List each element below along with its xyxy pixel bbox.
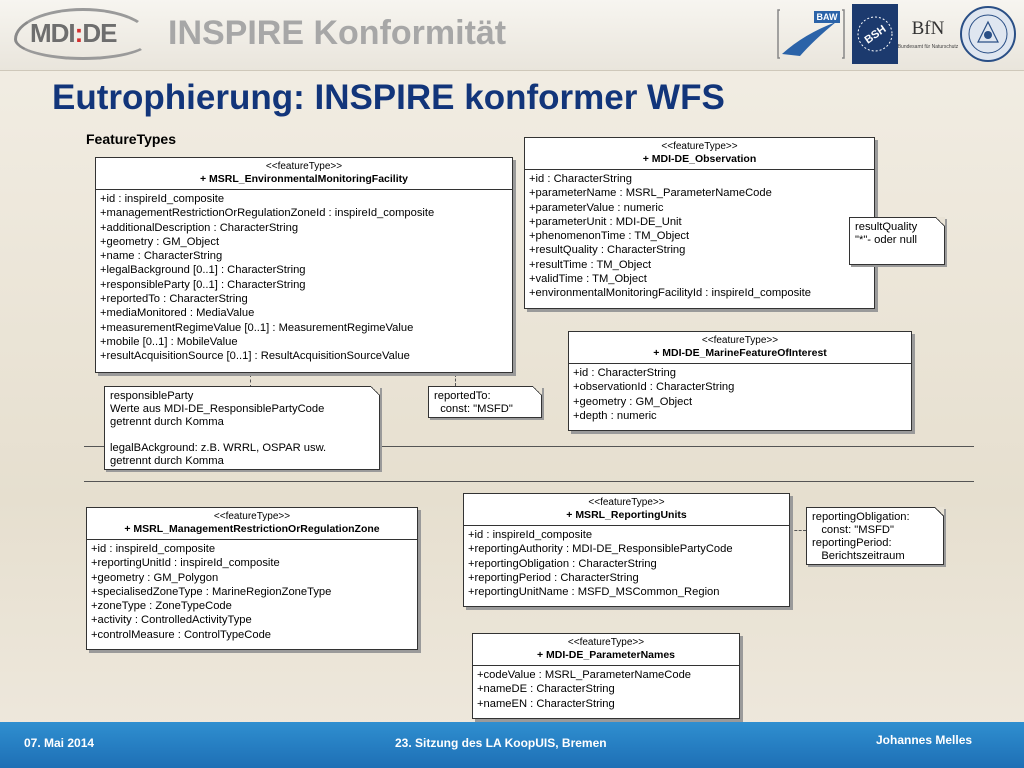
stereotype-label: <<featureType>> bbox=[588, 497, 665, 508]
attribute: +phenomenonTime : TM_Object bbox=[529, 230, 690, 243]
attribute: +depth : numeric bbox=[573, 409, 657, 422]
attribute-list bbox=[569, 364, 911, 425]
attribute: +observationId : CharacterString bbox=[573, 381, 735, 394]
attribute: +id : inspireId_composite bbox=[91, 543, 216, 555]
attribute-list bbox=[96, 190, 512, 366]
attribute: +id : inspireId_composite bbox=[468, 529, 593, 541]
attribute: +managementRestrictionOrRegulationZoneId : inspireId_composite bbox=[100, 207, 435, 220]
attribute: +id : CharacterString bbox=[529, 173, 632, 185]
attribute: +codeValue : MSRL_ParameterNameCode bbox=[477, 669, 692, 681]
class-observation bbox=[524, 137, 875, 309]
university-seal bbox=[958, 4, 1018, 64]
bfn-logo-text: BfN bbox=[911, 18, 945, 39]
note-reported-to bbox=[428, 386, 542, 418]
attribute: +measurementRegimeValue [0..1] : MeasurementRegimeValue bbox=[100, 321, 414, 334]
attribute-list bbox=[525, 170, 874, 303]
note-reporting-obligation bbox=[806, 507, 944, 565]
mdi-de-logo-text: MDI:DE bbox=[30, 18, 117, 48]
class-header bbox=[87, 508, 417, 540]
footer-author: Johannes Melles bbox=[876, 733, 973, 747]
attribute: +environmentalMonitoringFacilityId : inspireId_composite bbox=[529, 287, 811, 300]
attribute: +additionalDescription : CharacterString bbox=[100, 221, 299, 234]
separator-line-2 bbox=[84, 481, 974, 482]
footer-event: 23. Sitzung des LA KoopUIS, Bremen bbox=[395, 736, 607, 750]
attribute: +nameEN : CharacterString bbox=[477, 697, 615, 710]
attribute: +resultTime : TM_Object bbox=[529, 258, 652, 271]
class-marine-feature-of-interest bbox=[568, 331, 912, 431]
note-line: responsibleParty bbox=[110, 390, 194, 402]
stereotype-label: <<featureType>> bbox=[701, 335, 779, 346]
note-responsible-party bbox=[104, 386, 380, 470]
note-line: reportingObligation: bbox=[812, 511, 910, 523]
attribute: +geometry : GM_Object bbox=[100, 235, 220, 248]
note-line: Werte aus MDI-DE_ResponsiblePartyCode bbox=[110, 403, 325, 415]
page-title: Eutrophierung: INSPIRE konformer WFS bbox=[52, 78, 725, 117]
attribute: +id : CharacterString bbox=[573, 367, 676, 379]
baw-logo bbox=[774, 4, 848, 64]
attribute: +nameDE : CharacterString bbox=[477, 683, 615, 696]
class-name: + MDI-DE_MarineFeatureOfInterest bbox=[653, 347, 827, 359]
baw-logo-text: BAW bbox=[816, 12, 838, 22]
note-result-quality bbox=[849, 217, 945, 265]
bsh-logo bbox=[852, 4, 898, 64]
attribute: +reportingAuthority : MDI-DE_ResponsiblePartyCode bbox=[468, 543, 733, 556]
connector-line bbox=[790, 530, 806, 532]
attribute: +resultAcquisitionSource [0..1] : ResultAcquisitionSourceValue bbox=[100, 350, 410, 363]
attribute: +reportingUnitName : MSFD_MSCommon_Region bbox=[468, 586, 720, 599]
bfn-logo bbox=[897, 4, 959, 64]
attribute: +parameterValue : numeric bbox=[529, 201, 664, 214]
class-name: + MSRL_EnvironmentalMonitoringFacility bbox=[200, 173, 408, 185]
class-parameter-names bbox=[472, 633, 740, 719]
footer-date: 07. Mai 2014 bbox=[24, 736, 95, 750]
class-name: + MDI-DE_ParameterNames bbox=[536, 649, 676, 661]
section-title: INSPIRE Konformität bbox=[168, 14, 507, 52]
attribute: +parameterName : MSRL_ParameterNameCode bbox=[529, 187, 772, 200]
attribute: +reportedTo : CharacterString bbox=[100, 293, 248, 306]
class-header bbox=[569, 332, 911, 364]
note-line: "*"- oder null bbox=[855, 234, 918, 246]
class-name: + MSRL_ReportingUnits bbox=[566, 509, 687, 521]
attribute-list bbox=[464, 526, 789, 601]
footer-bar bbox=[0, 722, 1024, 768]
stereotype-label: <<featureType>> bbox=[213, 511, 291, 522]
attribute: +mediaMonitored : MediaValue bbox=[100, 307, 255, 320]
note-line: getrennt durch Komma bbox=[110, 416, 224, 428]
note-line: getrennt durch Komma bbox=[110, 455, 224, 467]
attribute-list bbox=[473, 666, 739, 713]
stereotype-label: <<featureType>> bbox=[567, 637, 645, 648]
attribute: +resultQuality : CharacterString bbox=[529, 244, 686, 257]
class-header bbox=[525, 138, 874, 170]
attribute: +zoneType : ZoneTypeCode bbox=[91, 600, 232, 613]
note-line: Berichtszeitraum bbox=[812, 550, 905, 562]
class-header bbox=[464, 494, 789, 526]
stereotype-label: <<featureType>> bbox=[265, 161, 343, 172]
attribute: +parameterUnit : MDI-DE_Unit bbox=[529, 215, 682, 228]
note-line: reportingPeriod: bbox=[812, 537, 892, 549]
attribute: +responsibleParty [0..1] : CharacterString bbox=[100, 278, 306, 291]
note-line: legalBAckground: z.B. WRRL, OSPAR usw. bbox=[110, 442, 327, 454]
class-reporting-units bbox=[463, 493, 790, 607]
attribute: +specialisedZoneType : MarineRegionZoneType bbox=[91, 585, 332, 598]
attribute: +controlMeasure : ControlTypeCode bbox=[91, 628, 272, 641]
diagram-label: FeatureTypes bbox=[86, 131, 176, 147]
bsh-logo-text: BSH bbox=[862, 23, 889, 47]
header-bar bbox=[0, 0, 1024, 71]
connector-line bbox=[455, 374, 456, 386]
attribute: +mobile [0..1] : MobileValue bbox=[100, 335, 238, 348]
attribute: +validTime : TM_Object bbox=[529, 273, 647, 286]
note-line: resultQuality bbox=[855, 221, 918, 233]
note-line bbox=[110, 429, 374, 442]
attribute: +geometry : GM_Object bbox=[573, 395, 693, 408]
attribute-list bbox=[87, 540, 417, 644]
note-line: const: "MSFD" bbox=[812, 524, 894, 536]
class-name: + MSRL_ManagementRestrictionOrRegulationZone bbox=[124, 523, 380, 535]
class-environmental-monitoring-facility bbox=[95, 157, 513, 373]
stereotype-label: <<featureType>> bbox=[661, 141, 738, 152]
attribute: +reportingPeriod : CharacterString bbox=[468, 571, 639, 584]
attribute: +activity : ControlledActivityType bbox=[91, 614, 252, 627]
note-line: const: "MSFD" bbox=[434, 403, 513, 415]
attribute: +legalBackground [0..1] : CharacterString bbox=[100, 264, 306, 277]
class-header bbox=[96, 158, 512, 190]
attribute: +name : CharacterString bbox=[100, 250, 223, 263]
attribute: +geometry : GM_Polygon bbox=[91, 571, 219, 584]
note-line: reportedTo: bbox=[434, 390, 491, 402]
bfn-logo-subtext: Bundesamt für Naturschutz bbox=[897, 44, 959, 50]
class-header bbox=[473, 634, 739, 666]
attribute: +reportingUnitId : inspireId_composite bbox=[91, 557, 280, 570]
attribute: +id : inspireId_composite bbox=[100, 193, 225, 205]
class-name: + MDI-DE_Observation bbox=[642, 153, 757, 165]
attribute: +reportingObligation : CharacterString bbox=[468, 557, 657, 570]
class-management-restriction-zone bbox=[86, 507, 418, 650]
